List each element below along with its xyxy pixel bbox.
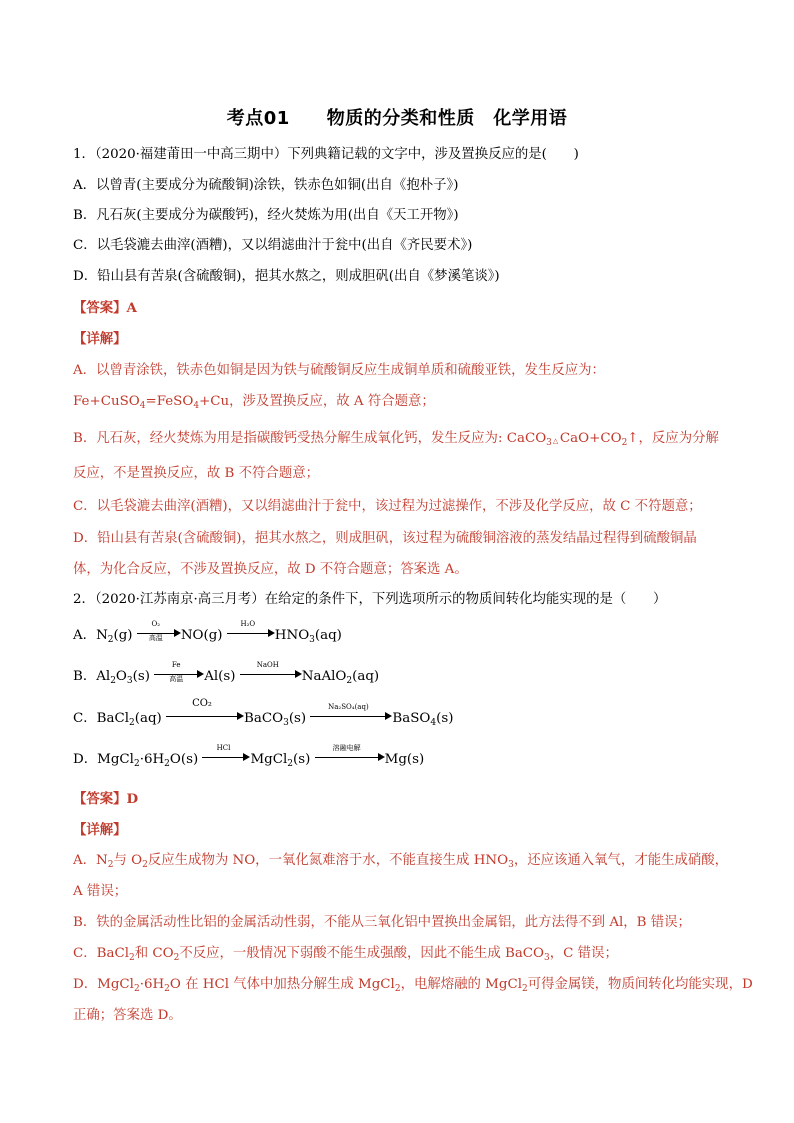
q1-stem: 1．（2020·福建莆田一中高三期中）下列典籍记载的文字中，涉及置换反应的是( ): [73, 147, 579, 162]
q1-option-c: C．以毛袋漉去曲滓(酒糟)，又以绢滤曲汁于瓮中(出自《齐民要术》): [73, 238, 473, 253]
reaction-arrow: CO₂: [166, 710, 244, 724]
q1-explain-d1: D．铅山县有苦泉(含硫酸铜)，挹其水熬之，则成胆矾，该过程为硫酸铜溶液的蒸发结晶过程得到硫酸铜晶: [73, 531, 697, 546]
q2-explain-b: B．铁的金属活动性比铝的金属活动性弱，不能从三氧化铝中置换出金属铝，此方法得不到 Al，B 错误；: [73, 915, 691, 930]
q1-explain-d2: 体，为化合反应，不涉及置换反应，故 D 不符合题意；答案选 A。: [73, 562, 468, 577]
page-title: 考点01 物质的分类和性质 化学用语: [226, 108, 568, 129]
q2-explain-a2: A 错误；: [73, 884, 128, 899]
q1-option-a: A．以曾青(主要成分为硫酸铜)涂铁，铁赤色如铜(出自《抱朴子》): [73, 178, 459, 193]
reaction-arrow: NaOH: [240, 668, 302, 682]
q1-explain-b1: B．凡石灰，经火焚炼为用是指碳酸钙受热分解生成氧化钙，发生反应为: CaCO$_3$ △ $CaO+CO_2↑$，反应为分解: [73, 431, 719, 448]
reaction-arrow: HCl: [202, 751, 250, 765]
q2-explain-d1: D．$MgCl_2\cdot 6H_2O$ 在 HCl 气体中加热分解生成 MgCl$_2$，电解熔融的 MgCl$_2$可得金属镁，物质间转化均能实现，D: [73, 977, 753, 994]
q1-answer: 【答案】A: [73, 300, 137, 316]
reaction-arrow: H₂O: [227, 627, 275, 641]
reaction-arrow: Fe 高温: [154, 668, 204, 682]
q2-stem: 2．（2020·江苏南京·高三月考）在给定的条件下，下列选项所示的物质间转化均能实现的是（ ）: [73, 592, 667, 607]
reaction-arrow: O₂ 高温: [137, 627, 181, 641]
q2-answer: 【答案】D: [73, 791, 139, 807]
reaction-arrow: 溶融电解: [315, 751, 385, 765]
q2-option-c: C．BaCl$_2$(aq) CO₂ BaCO$_3$(s) Na₂SO₄(aq) BaSO$_4$(s): [73, 698, 454, 728]
q1-option-b: B．凡石灰(主要成分为碳酸钙)，经火焚炼为用(出自《天工开物》): [73, 208, 459, 223]
reaction-arrow: Na₂SO₄(aq): [310, 710, 392, 724]
q1-option-d: D．铅山县有苦泉(含硫酸铜)，挹其水熬之，则成胆矾(出自《梦溪笔谈》): [73, 269, 500, 284]
q1-explain-a1: A．以曾青涂铁，铁赤色如铜是因为铁与硫酸铜反应生成铜单质和硫酸亚铁，发生反应为：: [73, 363, 605, 378]
q1-explain-c: C．以毛袋漉去曲滓(酒糟)，又以绢滤曲汁于瓮中，该过程为过滤操作，不涉及化学反应，故 C 不符题意；: [73, 499, 702, 514]
q2-explain-d2: 正确；答案选 D。: [73, 1008, 182, 1023]
q2-option-b: B．$Al_2O_3(s)$ Fe 高温 Al(s) NaOH NaAlO$_2$(aq): [73, 661, 380, 686]
q2-detail-label: 【详解】: [73, 822, 127, 838]
q1-explain-a2: Fe+CuSO$_4$=FeSO$_4$+Cu，涉及置换反应，故 A 符合题意；: [73, 394, 435, 411]
q2-option-d: D．$MgCl_2\cdot 6H_2O(s)$ HCl MgCl$_2$(s) 溶融电解 Mg(s): [73, 744, 425, 769]
q2-explain-a1: A．$N_2$与 $O_2$反应生成物为 NO，一氧化氮难溶于水，不能直接生成 $HNO_3$，还应该通入氧气，才能生成硝酸，: [73, 853, 729, 870]
q1-detail-label: 【详解】: [73, 331, 127, 347]
q2-explain-c: C．BaCl$_2$和 $CO_2$不反应，一般情况下弱酸不能生成强酸，因此不能生成 BaCO$_3$，C 错误；: [73, 946, 618, 963]
q1-explain-b2: 反应，不是置换反应，故 B 不符合题意；: [73, 466, 319, 481]
q2-option-a: A．$N_2(g)$ O₂ 高温 NO(g) H₂O $HNO_3(aq)$: [73, 620, 342, 645]
